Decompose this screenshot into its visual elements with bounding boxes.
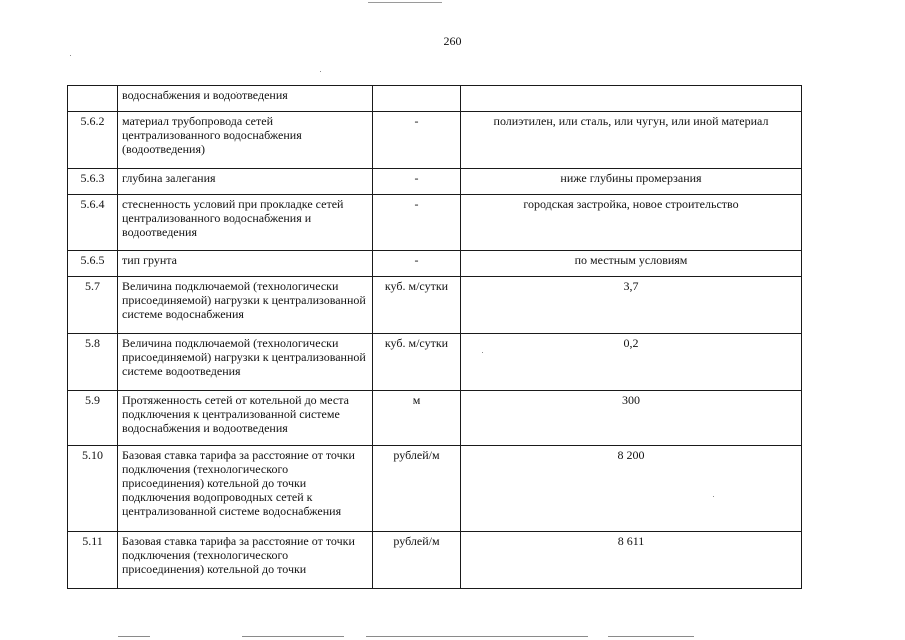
table-row [68, 112, 802, 169]
row-value: 8 611 [461, 532, 802, 589]
row-number: 5.9 [68, 391, 118, 446]
table-row [68, 334, 802, 391]
row-parameter: Базовая ставка тарифа за расстояние от точки подключения (технологического присоединения) котельной до точки [118, 532, 373, 589]
table-row [68, 446, 802, 532]
scan-top-line [368, 2, 442, 3]
row-parameter: Протяженность сетей от котельной до места подключения к централизованной системе водоснабжения и водоотведения [118, 391, 373, 446]
table-row [68, 195, 802, 251]
row-parameter: глубина залегания [118, 169, 373, 195]
row-value: по местным условиям [461, 251, 802, 277]
scan-speck [320, 71, 321, 72]
row-value: 0,2 [461, 334, 802, 391]
row-number: 5.10 [68, 446, 118, 532]
row-unit: рублей/м [373, 532, 461, 589]
row-parameter: тип грунта [118, 251, 373, 277]
row-number: 5.11 [68, 532, 118, 589]
row-number: 5.6.2 [68, 112, 118, 169]
table-row [68, 277, 802, 334]
table-row [68, 86, 802, 112]
row-unit: рублей/м [373, 446, 461, 532]
row-parameter: Величина подключаемой (технологически присоединяемой) нагрузки к централизованной системе водоотведения [118, 334, 373, 391]
row-number [68, 86, 118, 112]
row-unit [373, 86, 461, 112]
scan-bottom-lines [0, 636, 905, 638]
table-row [68, 169, 802, 195]
row-number: 5.6.3 [68, 169, 118, 195]
row-value: полиэтилен, или сталь, или чугун, или иной материал [461, 112, 802, 169]
row-number: 5.8 [68, 334, 118, 391]
row-unit: - [373, 251, 461, 277]
row-parameter: стесненность условий при прокладке сетей централизованного водоснабжения и водоотведения [118, 195, 373, 251]
table-row [68, 251, 802, 277]
page-number: 260 [443, 34, 462, 48]
row-number: 5.6.4 [68, 195, 118, 251]
row-value [461, 86, 802, 112]
row-value: ниже глубины промерзания [461, 169, 802, 195]
row-value: 3,7 [461, 277, 802, 334]
row-parameter: Базовая ставка тарифа за расстояние от точки подключения (технологического присоединения) котельной до точки подключения водопроводных сетей к централизованной системе водоснабжения [118, 446, 373, 532]
row-number: 5.6.5 [68, 251, 118, 277]
row-unit: куб. м/сутки [373, 277, 461, 334]
row-parameter: Величина подключаемой (технологически присоединяемой) нагрузки к централизованной системе водоснабжения [118, 277, 373, 334]
row-parameter: материал трубопровода сетей централизованного водоснабжения (водоотведения) [118, 112, 373, 169]
row-parameter: водоснабжения и водоотведения [118, 86, 373, 112]
table-row [68, 391, 802, 446]
row-value: городская застройка, новое строительство [461, 195, 802, 251]
row-number: 5.7 [68, 277, 118, 334]
specification-table [67, 85, 802, 589]
row-unit: - [373, 195, 461, 251]
row-unit: - [373, 169, 461, 195]
row-unit: куб. м/сутки [373, 334, 461, 391]
row-unit: - [373, 112, 461, 169]
table-row [68, 532, 802, 589]
row-value: 300 [461, 391, 802, 446]
row-value: 8 200 [461, 446, 802, 532]
row-unit: м [373, 391, 461, 446]
scan-speck [70, 55, 71, 56]
